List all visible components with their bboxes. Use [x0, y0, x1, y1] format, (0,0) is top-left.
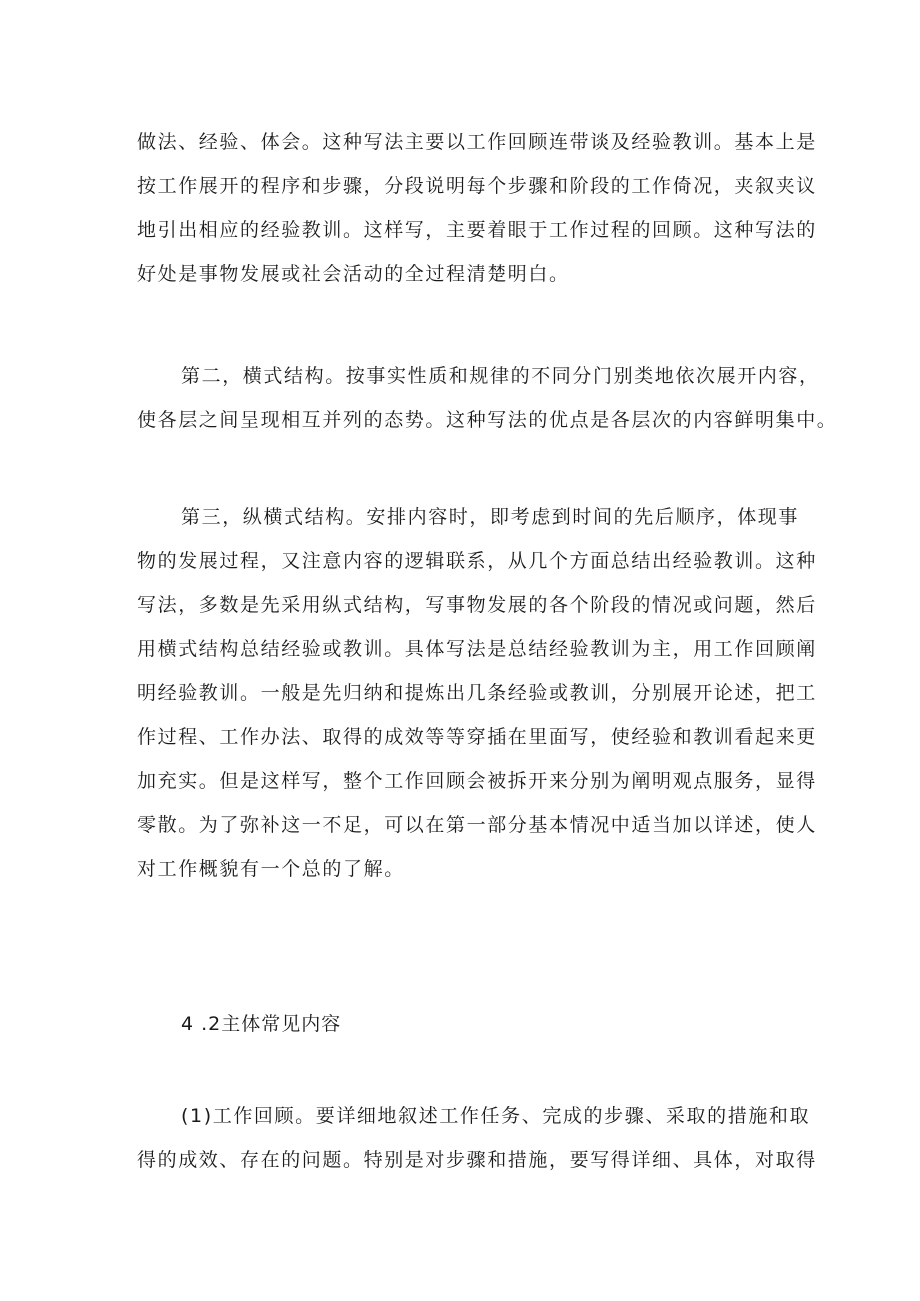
text-line: 按工作展开的程序和步骤，分段说明每个步骤和阶段的工作倚况，夹叙夹议	[137, 175, 817, 197]
text-line: 明经验教训。一般是先归纳和提炼出几条经验或教训，分别展开论述，把工	[137, 682, 817, 704]
text-line: 物的发展过程，又注意内容的逻辑联系，从几个方面总结出经验教训。这种	[137, 550, 817, 572]
paragraph-combined-structure	[137, 495, 817, 891]
paragraph-longitudinal-structure-end	[137, 120, 817, 296]
text-line: 好处是事物发展或社会活动的全过程清楚明白。	[137, 263, 570, 285]
text-line: 零散。为了弥补这一不足，可以在第一部分基本情况中适当加以详述，使人	[137, 814, 817, 836]
text-line: 地引出相应的经验教训。这样写，主要着眼于工作过程的回顾。这种写法的	[137, 219, 817, 241]
text-line: (1)工作回顾。要详细地叙述工作任务、完成的步骤、采取的措施和取	[181, 1105, 811, 1127]
text-line: 第二，横式结构。按事实性质和规律的不同分门别类地依次展开内容，	[181, 365, 820, 387]
text-line: 写法，多数是先采用纵式结构，写事物发展的各个阶段的情况或问题，然后	[137, 594, 817, 616]
section-heading	[137, 1002, 797, 1046]
text-line: 加充实。但是这样写，整个工作回顾会被拆开来分别为阐明观点服务，显得	[137, 770, 817, 792]
paragraph-work-review	[137, 1094, 817, 1182]
text-line: 作过程、工作办法、取得的成效等等穿插在里面写，使经验和教训看起来更	[137, 726, 817, 748]
text-line: 做法、经验、体会。这种写法主要以工作回顾连带谈及经验教训。基本上是	[137, 131, 817, 153]
text-line: 第三，纵横式结构。安排内容时，即考虑到时间的先后顺序，体现事	[181, 506, 800, 528]
section-heading-text: 4 .2主体常见内容	[181, 1013, 342, 1035]
text-line: 使各层之间呈现相互并列的态势。这种写法的优点是各层次的内容鲜明集中。	[137, 409, 838, 431]
text-line: 得的成效、存在的问题。特别是对步骤和措施，要写得详细、具体，对取得	[137, 1149, 817, 1171]
text-line: 对工作概貌有一个总的了解。	[137, 858, 405, 880]
paragraph-horizontal-structure	[137, 354, 838, 442]
text-line: 用横式结构总结经验或教训。具体写法是总结经验教训为主，用工作回顾阐	[137, 638, 817, 660]
